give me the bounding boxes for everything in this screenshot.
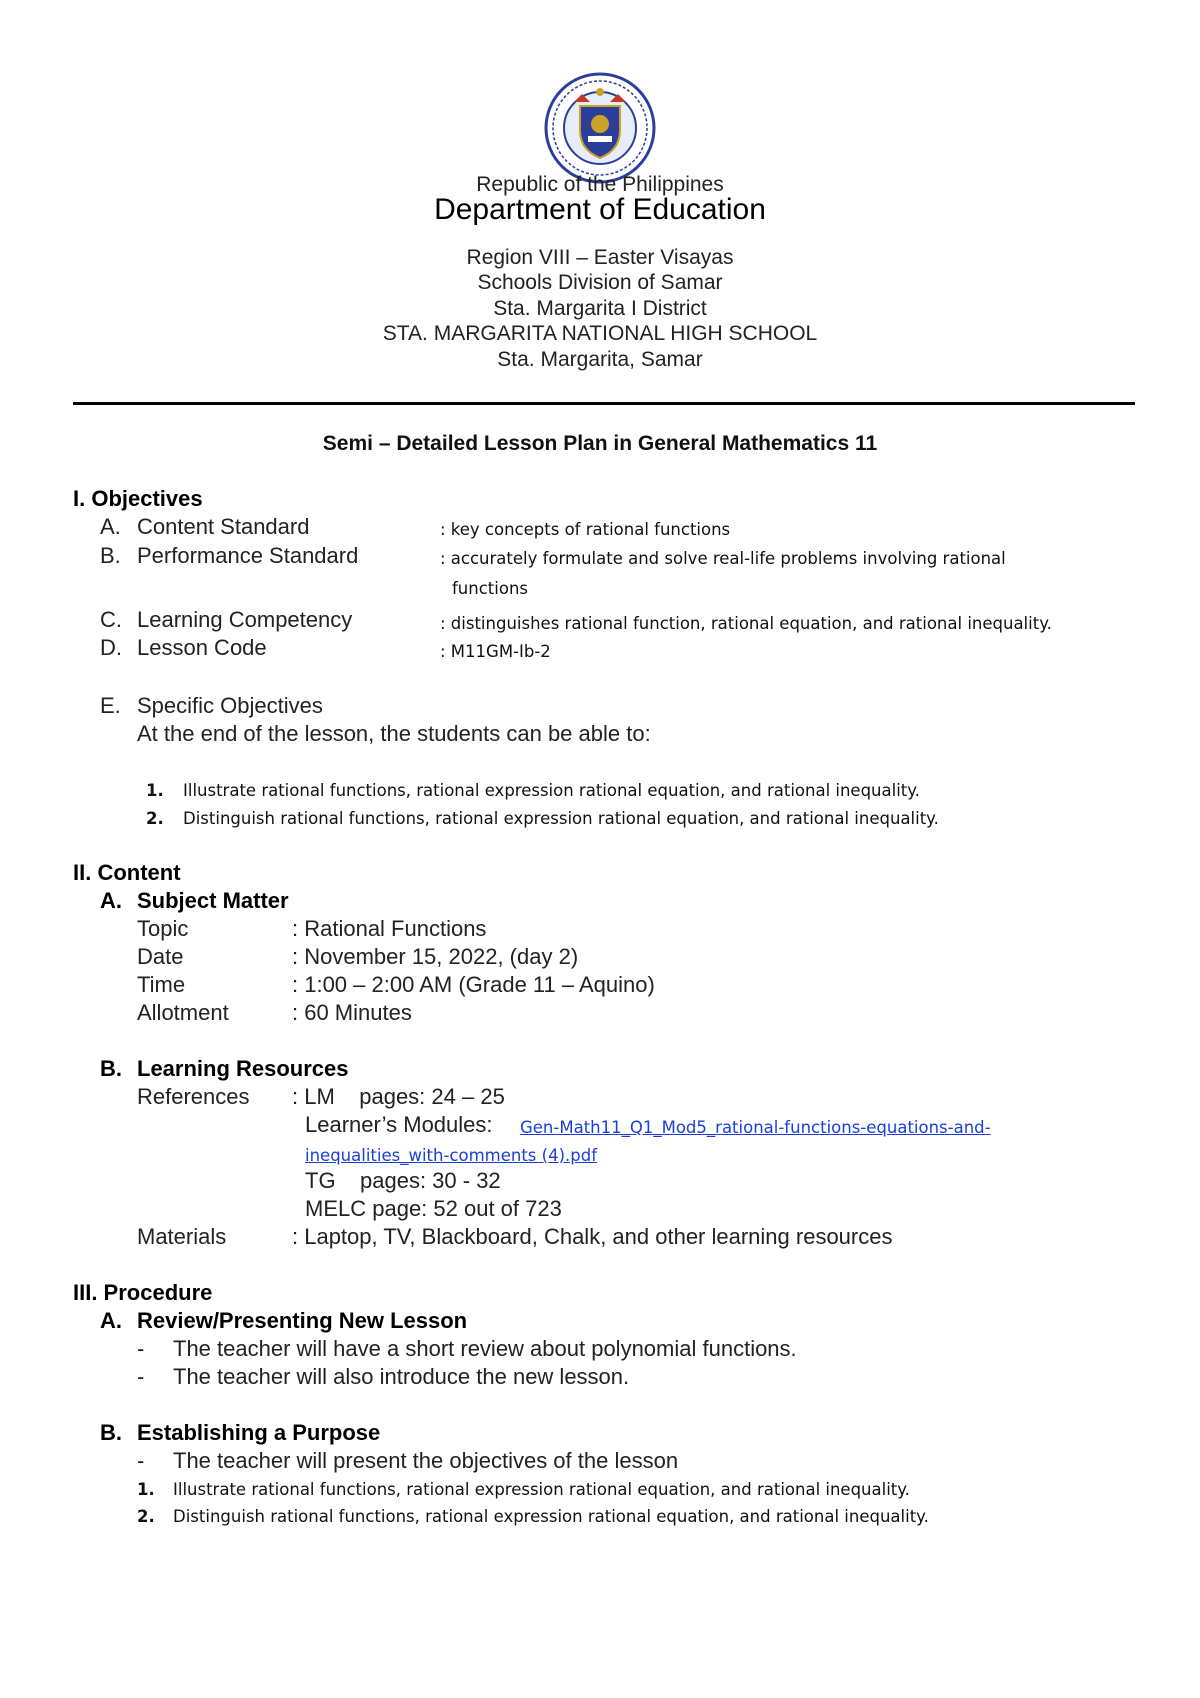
procedure-b-item-num: 1. bbox=[137, 1480, 155, 1499]
procedure-b-letter: B. bbox=[100, 1420, 122, 1445]
content-heading: II. Content bbox=[73, 860, 181, 885]
allotment-label: Allotment bbox=[137, 1000, 229, 1025]
content-b-label: Learning Resources bbox=[137, 1056, 349, 1081]
objective-b-letter: B. bbox=[100, 543, 121, 568]
references-value: : LM pages: 24 – 25 bbox=[292, 1084, 505, 1109]
content-a-label: Subject Matter bbox=[137, 888, 289, 913]
modules-link-line2[interactable]: inequalities_with-comments (4).pdf bbox=[305, 1146, 598, 1165]
references-label: References bbox=[137, 1084, 250, 1109]
allotment-value: : 60 Minutes bbox=[292, 1000, 412, 1025]
header-school: STA. MARGARITA NATIONAL HIGH SCHOOL bbox=[382, 322, 818, 345]
objective-d-letter: D. bbox=[100, 635, 122, 660]
header-department: Department of Education bbox=[434, 193, 766, 226]
time-value: : 1:00 – 2:00 AM (Grade 11 – Aquino) bbox=[292, 972, 655, 997]
procedure-a-item-dash: - bbox=[137, 1336, 145, 1361]
objective-a-value: : key concepts of rational functions bbox=[440, 520, 731, 539]
modules-label: Learner’s Modules: bbox=[305, 1112, 499, 1137]
header-division: Schools Division of Samar bbox=[477, 271, 723, 294]
document-title: Semi – Detailed Lesson Plan in General Mathematics 11 bbox=[322, 432, 878, 455]
objective-e-item: Distinguish rational functions, rational expression rational equation, and rational inequality. bbox=[183, 809, 939, 828]
objective-e-item: Illustrate rational functions, rational expression rational equation, and rational inequality. bbox=[183, 781, 920, 800]
procedure-a-item-dash: - bbox=[137, 1364, 145, 1389]
content-b-letter: B. bbox=[100, 1056, 122, 1081]
objective-e-item-num: 1. bbox=[146, 781, 164, 800]
objective-c-value: : distinguishes rational function, rational equation, and rational inequality. bbox=[440, 614, 1052, 633]
header-address: Sta. Margarita, Samar bbox=[497, 348, 703, 371]
header-district: Sta. Margarita I District bbox=[493, 297, 707, 320]
objective-b-label: Performance Standard bbox=[137, 543, 359, 568]
topic-label: Topic bbox=[137, 916, 189, 941]
procedure-a-letter: A. bbox=[100, 1308, 122, 1333]
date-label: Date bbox=[137, 944, 184, 969]
objective-a-label: Content Standard bbox=[137, 514, 310, 539]
procedure-a-item: The teacher will have a short review about polynomial functions. bbox=[173, 1336, 797, 1361]
header-divider bbox=[73, 402, 1135, 405]
procedure-a-label: Review/Presenting New Lesson bbox=[137, 1308, 468, 1333]
procedure-b-item: Distinguish rational functions, rational expression rational equation, and rational inequality. bbox=[173, 1507, 929, 1526]
procedure-b-intro-dash: - bbox=[137, 1448, 145, 1473]
procedure-b-intro: The teacher will present the objectives of the lesson bbox=[173, 1448, 679, 1473]
objective-d-value: : M11GM-Ib-2 bbox=[440, 642, 551, 661]
objectives-heading: I. Objectives bbox=[73, 486, 203, 511]
objective-b-value-line1: : accurately formulate and solve real-life problems involving rational bbox=[440, 549, 1006, 568]
melc-page: MELC page: 52 out of 723 bbox=[305, 1196, 562, 1221]
tg-pages: TG pages: 30 - 32 bbox=[305, 1168, 501, 1193]
procedure-b-label: Establishing a Purpose bbox=[137, 1420, 381, 1445]
procedure-a-item: The teacher will also introduce the new lesson. bbox=[173, 1364, 630, 1389]
procedure-b-item-num: 2. bbox=[137, 1507, 155, 1526]
header-region: Region VIII – Easter Visayas bbox=[466, 246, 734, 269]
topic-value: : Rational Functions bbox=[292, 916, 487, 941]
objective-d-label: Lesson Code bbox=[137, 635, 267, 660]
objective-a-letter: A. bbox=[100, 514, 121, 539]
objective-e-label: Specific Objectives bbox=[137, 693, 323, 718]
objective-e-intro: At the end of the lesson, the students can be able to: bbox=[137, 721, 651, 746]
objective-c-letter: C. bbox=[100, 607, 122, 632]
objective-b-value-line2: functions bbox=[452, 579, 528, 598]
materials-value: : Laptop, TV, Blackboard, Chalk, and other learning resources bbox=[292, 1224, 893, 1249]
objective-e-letter: E. bbox=[100, 693, 121, 718]
objective-c-label: Learning Competency bbox=[137, 607, 353, 632]
procedure-heading: III. Procedure bbox=[73, 1280, 213, 1305]
procedure-b-item: Illustrate rational functions, rational expression rational equation, and rational inequality. bbox=[173, 1480, 910, 1499]
modules-link-line1[interactable]: Gen-Math11_Q1_Mod5_rational-functions-equations-and- bbox=[520, 1118, 991, 1137]
time-label: Time bbox=[137, 972, 186, 997]
deped-seal-icon bbox=[544, 72, 656, 184]
header-republic: Republic of the Philippines bbox=[476, 173, 724, 196]
date-value: : November 15, 2022, (day 2) bbox=[292, 944, 579, 969]
materials-label: Materials bbox=[137, 1224, 227, 1249]
content-a-letter: A. bbox=[100, 888, 122, 913]
objective-e-item-num: 2. bbox=[146, 809, 164, 828]
